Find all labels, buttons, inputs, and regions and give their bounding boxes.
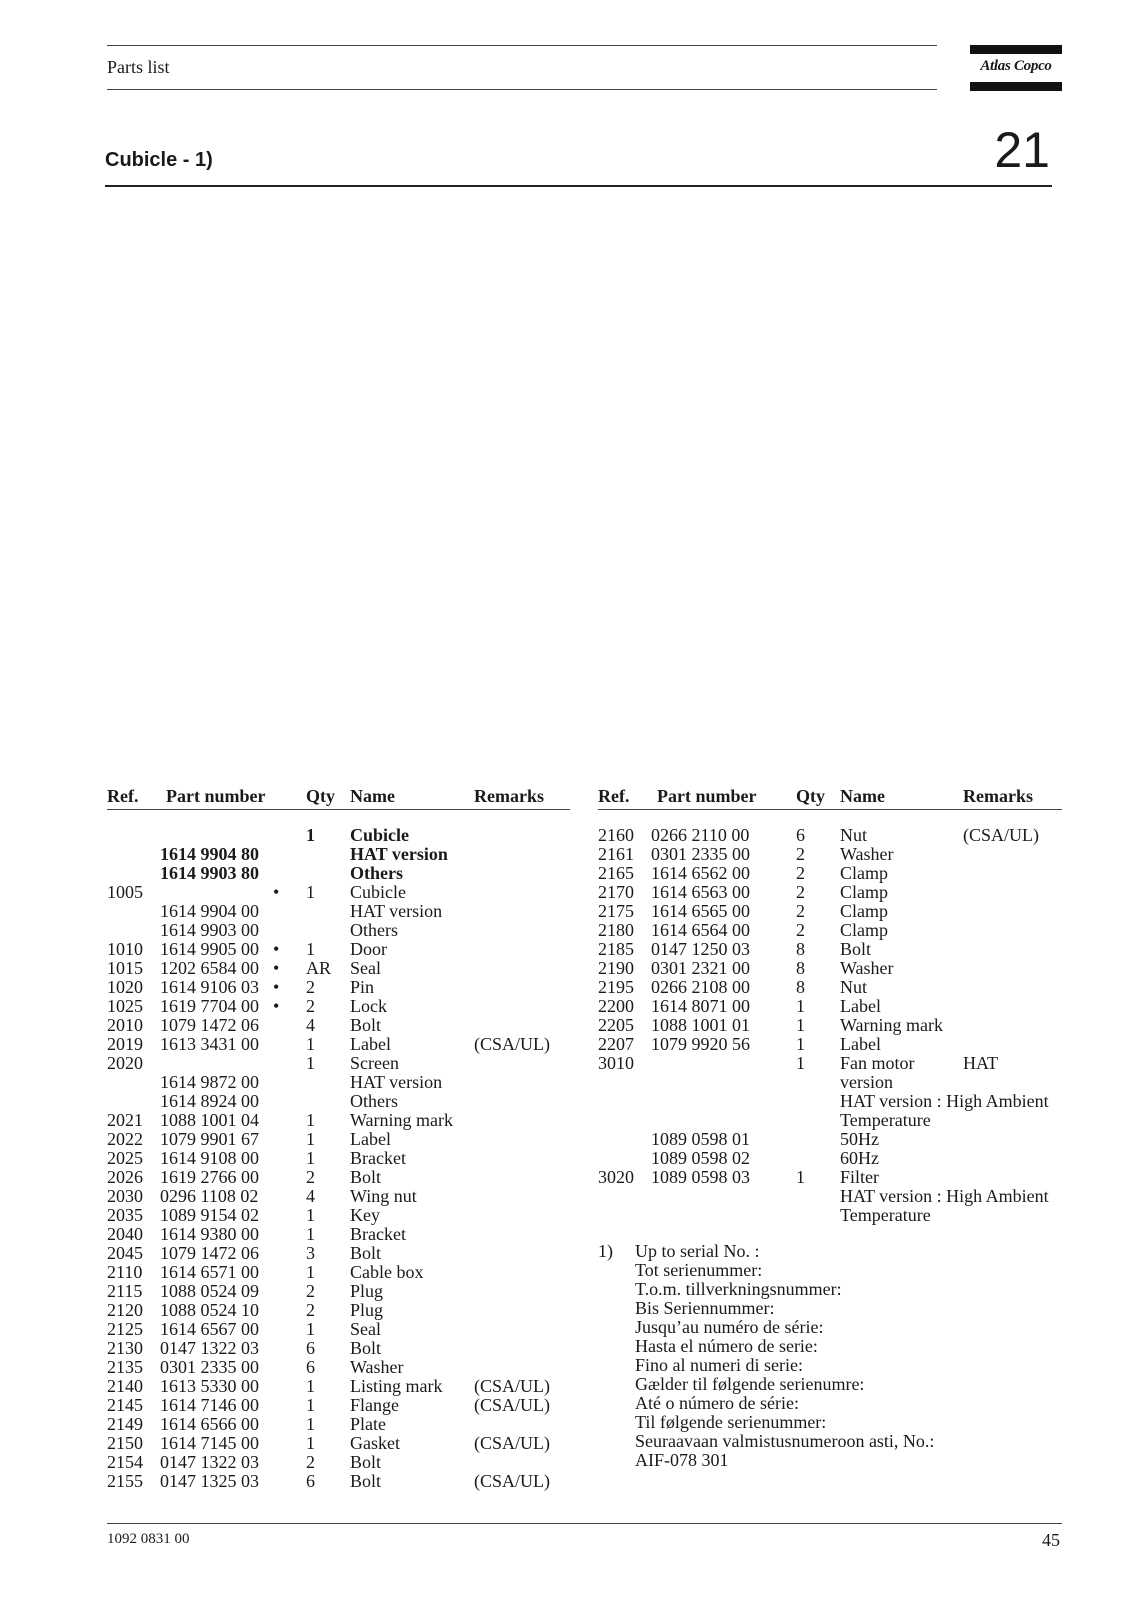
part-number-cell: 1088 1001 01 bbox=[651, 1015, 750, 1035]
qty-cell: 2 bbox=[306, 1300, 315, 1320]
name-cell: Pin bbox=[350, 977, 375, 997]
name-cell: Cable box bbox=[350, 1262, 424, 1282]
part-number-cell: 1614 6562 00 bbox=[651, 863, 750, 883]
part-number-cell: 1614 9904 80 bbox=[160, 844, 259, 864]
table-row bbox=[107, 1149, 577, 1168]
remarks-cell: (CSA/UL) bbox=[474, 1034, 550, 1054]
name-cell: Clamp bbox=[840, 882, 888, 902]
part-number-cell: 0301 2321 00 bbox=[651, 958, 750, 978]
part-number-cell: 1614 9380 00 bbox=[160, 1224, 259, 1244]
left-header-ref: Ref. bbox=[107, 786, 139, 806]
table-row bbox=[598, 845, 1068, 864]
table-row bbox=[107, 1035, 577, 1054]
table-row bbox=[107, 1168, 577, 1187]
name-cell: Bolt bbox=[840, 939, 872, 959]
page-number: 45 bbox=[1042, 1530, 1060, 1550]
table-row bbox=[107, 1453, 577, 1472]
table-row bbox=[598, 921, 1068, 940]
name-cell: Warning mark bbox=[350, 1110, 454, 1130]
part-number-cell: 0147 1250 03 bbox=[651, 939, 750, 959]
name-cell: Clamp bbox=[840, 901, 888, 921]
ref-cell: 2140 bbox=[107, 1376, 143, 1396]
part-number-cell: 1089 0598 03 bbox=[651, 1167, 750, 1187]
ref-cell: 3020 bbox=[598, 1167, 634, 1187]
table-row bbox=[598, 864, 1068, 883]
qty-cell: 1 bbox=[306, 1110, 315, 1130]
part-number-cell: 1614 7146 00 bbox=[160, 1395, 259, 1415]
left-header-remarks: Remarks bbox=[474, 786, 544, 806]
name-cell: HAT version bbox=[350, 1072, 443, 1092]
name-cell: HAT version bbox=[350, 901, 443, 921]
table-row bbox=[107, 902, 577, 921]
ref-cell: 1010 bbox=[107, 939, 143, 959]
left-header-name: Name bbox=[350, 786, 395, 806]
name-cell: Seal bbox=[350, 958, 381, 978]
part-number-cell: 1614 9106 03 bbox=[160, 977, 259, 997]
footnote-line: Tot serienummer: bbox=[635, 1260, 763, 1280]
table-row bbox=[598, 1054, 1068, 1073]
name-cell: Bolt bbox=[350, 1243, 382, 1263]
name-cell: Bracket bbox=[350, 1224, 406, 1244]
part-number-cell: 1079 1472 06 bbox=[160, 1015, 259, 1035]
name-cell: Key bbox=[350, 1205, 380, 1225]
remarks-cell: (CSA/UL) bbox=[474, 1376, 550, 1396]
ref-cell: 2150 bbox=[107, 1433, 143, 1453]
qty-cell: 1 bbox=[796, 1015, 805, 1035]
part-number-cell: 1613 5330 00 bbox=[160, 1376, 259, 1396]
table-row bbox=[107, 1415, 577, 1434]
marker-cell: • bbox=[273, 958, 280, 978]
name-cell: HAT version : High Ambient bbox=[840, 1091, 1049, 1111]
ref-cell: 2019 bbox=[107, 1034, 143, 1054]
name-cell: Label bbox=[350, 1034, 391, 1054]
part-number-cell: 1202 6584 00 bbox=[160, 958, 259, 978]
qty-cell: 2 bbox=[796, 863, 805, 883]
table-row bbox=[107, 1244, 577, 1263]
right-header-remarks: Remarks bbox=[963, 786, 1033, 806]
marker-cell: • bbox=[273, 882, 280, 902]
table-row bbox=[107, 1320, 577, 1339]
footnote-marker: 1) bbox=[598, 1241, 613, 1261]
name-cell: Bolt bbox=[350, 1167, 382, 1187]
table-row bbox=[107, 997, 577, 1016]
ref-cell: 2160 bbox=[598, 825, 634, 845]
footnote-line: AIF-078 301 bbox=[635, 1450, 729, 1470]
ref-cell: 2025 bbox=[107, 1148, 143, 1168]
footer-rule bbox=[107, 1523, 1062, 1524]
table-row bbox=[107, 1206, 577, 1225]
part-number-cell: 1614 6567 00 bbox=[160, 1319, 259, 1339]
table-row bbox=[107, 1111, 577, 1130]
qty-cell: 2 bbox=[796, 901, 805, 921]
part-number-cell: 1088 0524 09 bbox=[160, 1281, 259, 1301]
right-header-part-number: Part number bbox=[657, 786, 757, 806]
ref-cell: 2026 bbox=[107, 1167, 143, 1187]
part-number-cell: 1614 6571 00 bbox=[160, 1262, 259, 1282]
footnote-line: Gælder til følgende serienumre: bbox=[635, 1374, 865, 1394]
qty-cell: 6 bbox=[306, 1338, 315, 1358]
part-number-cell: 1614 9905 00 bbox=[160, 939, 259, 959]
header-label: Parts list bbox=[107, 57, 170, 77]
name-cell: 50Hz bbox=[840, 1129, 879, 1149]
ref-cell: 2207 bbox=[598, 1034, 634, 1054]
qty-cell: 1 bbox=[796, 1167, 805, 1187]
header-rule-top bbox=[107, 45, 937, 46]
right-header-rule bbox=[598, 809, 1062, 810]
ref-cell: 2125 bbox=[107, 1319, 143, 1339]
part-number-cell: 1614 7145 00 bbox=[160, 1433, 259, 1453]
part-number-cell: 1089 0598 01 bbox=[651, 1129, 750, 1149]
name-cell: Lock bbox=[350, 996, 387, 1016]
part-number-cell: 1614 9903 00 bbox=[160, 920, 259, 940]
table-row bbox=[598, 997, 1068, 1016]
qty-cell: 2 bbox=[306, 1281, 315, 1301]
name-cell: Label bbox=[840, 996, 881, 1016]
part-number-cell: 0147 1325 03 bbox=[160, 1471, 259, 1491]
right-parts-table bbox=[598, 826, 1068, 1225]
ref-cell: 2161 bbox=[598, 844, 634, 864]
table-row bbox=[107, 1225, 577, 1244]
footnote-line: Til følgende serienummer: bbox=[635, 1412, 827, 1432]
name-cell: Filter bbox=[840, 1167, 879, 1187]
atlas-copco-logo bbox=[970, 45, 1062, 91]
ref-cell: 2170 bbox=[598, 882, 634, 902]
table-row bbox=[598, 1149, 1068, 1168]
part-number-cell: 1614 6563 00 bbox=[651, 882, 750, 902]
name-cell: Label bbox=[350, 1129, 391, 1149]
name-cell: Cubicle bbox=[350, 825, 410, 845]
name-cell: Wing nut bbox=[350, 1186, 417, 1206]
name-cell: Temperature bbox=[840, 1110, 931, 1130]
ref-cell: 2154 bbox=[107, 1452, 143, 1472]
qty-cell: 8 bbox=[796, 958, 805, 978]
name-cell: Others bbox=[350, 1091, 398, 1111]
table-row bbox=[598, 940, 1068, 959]
footnote-line: Jusqu’au numéro de série: bbox=[635, 1317, 824, 1337]
table-row bbox=[107, 978, 577, 997]
ref-cell: 1005 bbox=[107, 882, 143, 902]
qty-cell: 1 bbox=[796, 1034, 805, 1054]
qty-cell: 1 bbox=[306, 1148, 315, 1168]
table-row bbox=[598, 1187, 1068, 1206]
ref-cell: 2155 bbox=[107, 1471, 143, 1491]
part-number-cell: 1614 6565 00 bbox=[651, 901, 750, 921]
ref-cell: 1025 bbox=[107, 996, 143, 1016]
ref-cell: 2190 bbox=[598, 958, 634, 978]
table-row bbox=[598, 826, 1068, 845]
footnote-line: Fino al numeri di serie: bbox=[635, 1355, 803, 1375]
name-cell: Bolt bbox=[350, 1452, 382, 1472]
table-row bbox=[598, 1016, 1068, 1035]
qty-cell: AR bbox=[306, 958, 332, 978]
part-number-cell: 1614 8071 00 bbox=[651, 996, 750, 1016]
marker-cell: • bbox=[273, 939, 280, 959]
footnote-line: Bis Seriennummer: bbox=[635, 1298, 775, 1318]
qty-cell: 1 bbox=[306, 1205, 315, 1225]
name-cell: Gasket bbox=[350, 1433, 400, 1453]
ref-cell: 2180 bbox=[598, 920, 634, 940]
left-parts-table bbox=[107, 826, 577, 1491]
remarks-cell: HAT bbox=[963, 1053, 998, 1073]
table-row bbox=[107, 1358, 577, 1377]
qty-cell: 1 bbox=[306, 1376, 315, 1396]
name-cell: Cubicle bbox=[350, 882, 406, 902]
ref-cell: 3010 bbox=[598, 1053, 634, 1073]
part-number-cell: 1079 1472 06 bbox=[160, 1243, 259, 1263]
qty-cell: 2 bbox=[306, 996, 315, 1016]
name-cell: Plug bbox=[350, 1281, 384, 1301]
table-row bbox=[107, 1282, 577, 1301]
qty-cell: 1 bbox=[306, 1034, 315, 1054]
table-row bbox=[107, 1054, 577, 1073]
ref-cell: 2145 bbox=[107, 1395, 143, 1415]
left-header-part-number: Part number bbox=[166, 786, 266, 806]
table-row bbox=[107, 1263, 577, 1282]
name-cell: Temperature bbox=[840, 1205, 931, 1225]
ref-cell: 2020 bbox=[107, 1053, 143, 1073]
name-cell: Screen bbox=[350, 1053, 399, 1073]
qty-cell: 6 bbox=[796, 825, 805, 845]
name-cell: Washer bbox=[350, 1357, 404, 1377]
part-number-cell: 1088 1001 04 bbox=[160, 1110, 259, 1130]
right-header-name: Name bbox=[840, 786, 885, 806]
part-number-cell: 1619 2766 00 bbox=[160, 1167, 259, 1187]
name-cell: Plug bbox=[350, 1300, 384, 1320]
part-number-cell: 1614 9903 80 bbox=[160, 863, 259, 883]
name-cell: Clamp bbox=[840, 863, 888, 883]
qty-cell: 2 bbox=[796, 882, 805, 902]
footnote-lines bbox=[635, 1242, 934, 1470]
left-header-rule bbox=[107, 809, 570, 810]
table-row bbox=[107, 1073, 577, 1092]
table-row bbox=[598, 1073, 1068, 1092]
table-row bbox=[598, 1111, 1068, 1130]
ref-cell: 2185 bbox=[598, 939, 634, 959]
ref-cell: 2110 bbox=[107, 1262, 143, 1282]
qty-cell: 1 bbox=[306, 1129, 315, 1149]
part-number-cell: 1089 9154 02 bbox=[160, 1205, 259, 1225]
name-cell: Bolt bbox=[350, 1015, 382, 1035]
name-cell: version bbox=[840, 1072, 893, 1092]
table-row bbox=[107, 1130, 577, 1149]
qty-cell: 2 bbox=[306, 1167, 315, 1187]
marker-cell: • bbox=[273, 977, 280, 997]
qty-cell: 1 bbox=[306, 1319, 315, 1339]
name-cell: Fan motor bbox=[840, 1053, 915, 1073]
ref-cell: 2010 bbox=[107, 1015, 143, 1035]
page-title: Cubicle - 1) bbox=[105, 149, 213, 171]
ref-cell: 2022 bbox=[107, 1129, 143, 1149]
part-number-cell: 1614 8924 00 bbox=[160, 1091, 259, 1111]
qty-cell: 1 bbox=[306, 1433, 315, 1453]
name-cell: Label bbox=[840, 1034, 881, 1054]
part-number-cell: 0266 2108 00 bbox=[651, 977, 750, 997]
table-row bbox=[107, 864, 577, 883]
name-cell: Nut bbox=[840, 825, 867, 845]
remarks-cell: (CSA/UL) bbox=[474, 1395, 550, 1415]
part-number-cell: 1079 9920 56 bbox=[651, 1034, 750, 1054]
table-row bbox=[107, 1339, 577, 1358]
left-header-qty: Qty bbox=[306, 786, 335, 806]
ref-cell: 2120 bbox=[107, 1300, 143, 1320]
ref-cell: 2135 bbox=[107, 1357, 143, 1377]
qty-cell: 2 bbox=[306, 1452, 315, 1472]
remarks-cell: (CSA/UL) bbox=[474, 1433, 550, 1453]
name-cell: Nut bbox=[840, 977, 867, 997]
right-header-qty: Qty bbox=[796, 786, 825, 806]
part-number-cell: 0147 1322 03 bbox=[160, 1338, 259, 1358]
table-row bbox=[598, 902, 1068, 921]
ref-cell: 2195 bbox=[598, 977, 634, 997]
ref-cell: 1020 bbox=[107, 977, 143, 997]
part-number-cell: 1614 9904 00 bbox=[160, 901, 259, 921]
qty-cell: 1 bbox=[796, 996, 805, 1016]
ref-cell: 2205 bbox=[598, 1015, 634, 1035]
name-cell: Clamp bbox=[840, 920, 888, 940]
qty-cell: 1 bbox=[306, 1053, 315, 1073]
logo-text: Atlas Copco bbox=[980, 58, 1052, 74]
name-cell: Bolt bbox=[350, 1471, 382, 1491]
table-row bbox=[107, 1377, 577, 1396]
table-row bbox=[107, 1092, 577, 1111]
footnote-line: Até o número de série: bbox=[635, 1393, 799, 1413]
qty-cell: 1 bbox=[306, 1414, 315, 1434]
qty-cell: 6 bbox=[306, 1357, 315, 1377]
footnote-line: T.o.m. tillverkningsnummer: bbox=[635, 1279, 842, 1299]
qty-cell: 3 bbox=[306, 1243, 315, 1263]
table-row bbox=[598, 1206, 1068, 1225]
header-rule-bottom bbox=[107, 89, 937, 90]
qty-cell: 1 bbox=[306, 882, 315, 902]
footnote-line: Hasta el número de serie: bbox=[635, 1336, 818, 1356]
qty-cell: 1 bbox=[306, 939, 315, 959]
ref-cell: 2149 bbox=[107, 1414, 143, 1434]
table-row bbox=[107, 921, 577, 940]
ref-cell: 2115 bbox=[107, 1281, 143, 1301]
ref-cell: 2200 bbox=[598, 996, 634, 1016]
ref-cell: 2130 bbox=[107, 1338, 143, 1358]
part-number-cell: 0301 2335 00 bbox=[160, 1357, 259, 1377]
part-number-cell: 1613 3431 00 bbox=[160, 1034, 259, 1054]
part-number-cell: 0266 2110 00 bbox=[651, 825, 750, 845]
name-cell: Door bbox=[350, 939, 387, 959]
part-number-cell: 0301 2335 00 bbox=[651, 844, 750, 864]
qty-cell: 4 bbox=[306, 1186, 315, 1206]
qty-cell: 2 bbox=[306, 977, 315, 997]
table-row bbox=[107, 1396, 577, 1415]
table-row bbox=[107, 845, 577, 864]
table-row bbox=[598, 883, 1068, 902]
qty-cell: 1 bbox=[306, 1262, 315, 1282]
name-cell: HAT version : High Ambient bbox=[840, 1186, 1049, 1206]
table-row bbox=[598, 1168, 1068, 1187]
right-header-ref: Ref. bbox=[598, 786, 630, 806]
name-cell: Washer bbox=[840, 844, 894, 864]
table-row bbox=[107, 883, 577, 902]
part-number-cell: 1088 0524 10 bbox=[160, 1300, 259, 1320]
part-number-cell: 1619 7704 00 bbox=[160, 996, 259, 1016]
remarks-cell: (CSA/UL) bbox=[963, 825, 1039, 845]
table-row bbox=[107, 940, 577, 959]
table-row bbox=[598, 1035, 1068, 1054]
table-row bbox=[598, 978, 1068, 997]
name-cell: Flange bbox=[350, 1395, 399, 1415]
table-row bbox=[107, 826, 577, 845]
ref-cell: 2045 bbox=[107, 1243, 143, 1263]
qty-cell: 8 bbox=[796, 977, 805, 997]
name-cell: Warning mark bbox=[840, 1015, 944, 1035]
qty-cell: 6 bbox=[306, 1471, 315, 1491]
table-row bbox=[598, 1130, 1068, 1149]
part-number-cell: 1079 9901 67 bbox=[160, 1129, 259, 1149]
name-cell: Listing mark bbox=[350, 1376, 443, 1396]
part-number-cell: 1614 9872 00 bbox=[160, 1072, 259, 1092]
title-rule bbox=[105, 185, 1052, 187]
ref-cell: 2021 bbox=[107, 1110, 143, 1130]
qty-cell: 2 bbox=[796, 920, 805, 940]
ref-cell: 2175 bbox=[598, 901, 634, 921]
qty-cell: 8 bbox=[796, 939, 805, 959]
part-number-cell: 0296 1108 02 bbox=[160, 1186, 259, 1206]
qty-cell: 4 bbox=[306, 1015, 315, 1035]
footnote-line: Up to serial No. : bbox=[635, 1241, 760, 1261]
part-number-cell: 0147 1322 03 bbox=[160, 1452, 259, 1472]
footnote-line: Seuraavaan valmistusnumeroon asti, No.: bbox=[635, 1431, 935, 1451]
ref-cell: 2035 bbox=[107, 1205, 143, 1225]
table-row bbox=[598, 1092, 1068, 1111]
part-number-cell: 1614 9108 00 bbox=[160, 1148, 259, 1168]
name-cell: Plate bbox=[350, 1414, 386, 1434]
ref-cell: 2030 bbox=[107, 1186, 143, 1206]
part-number-cell: 1614 6566 00 bbox=[160, 1414, 259, 1434]
table-row bbox=[598, 959, 1068, 978]
qty-cell: 1 bbox=[306, 1395, 315, 1415]
table-row bbox=[107, 1016, 577, 1035]
ref-cell: 1015 bbox=[107, 958, 143, 978]
qty-cell: 2 bbox=[796, 844, 805, 864]
table-row bbox=[107, 1472, 577, 1491]
marker-cell: • bbox=[273, 996, 280, 1016]
table-row bbox=[107, 959, 577, 978]
name-cell: Bolt bbox=[350, 1338, 382, 1358]
table-row bbox=[107, 1187, 577, 1206]
ref-cell: 2165 bbox=[598, 863, 634, 883]
name-cell: HAT version bbox=[350, 844, 448, 864]
name-cell: Washer bbox=[840, 958, 894, 978]
qty-cell: 1 bbox=[306, 1224, 315, 1244]
remarks-cell: (CSA/UL) bbox=[474, 1471, 550, 1491]
qty-cell: 1 bbox=[306, 825, 315, 845]
qty-cell: 1 bbox=[796, 1053, 805, 1073]
table-row bbox=[107, 1301, 577, 1320]
name-cell: Seal bbox=[350, 1319, 381, 1339]
name-cell: Others bbox=[350, 863, 403, 883]
name-cell: Bracket bbox=[350, 1148, 406, 1168]
part-number-cell: 1614 6564 00 bbox=[651, 920, 750, 940]
table-row bbox=[107, 1434, 577, 1453]
ref-cell: 2040 bbox=[107, 1224, 143, 1244]
section-number: 21 bbox=[994, 122, 1050, 178]
document-number: 1092 0831 00 bbox=[107, 1531, 190, 1547]
part-number-cell: 1089 0598 02 bbox=[651, 1148, 750, 1168]
name-cell: Others bbox=[350, 920, 398, 940]
name-cell: 60Hz bbox=[840, 1148, 879, 1168]
